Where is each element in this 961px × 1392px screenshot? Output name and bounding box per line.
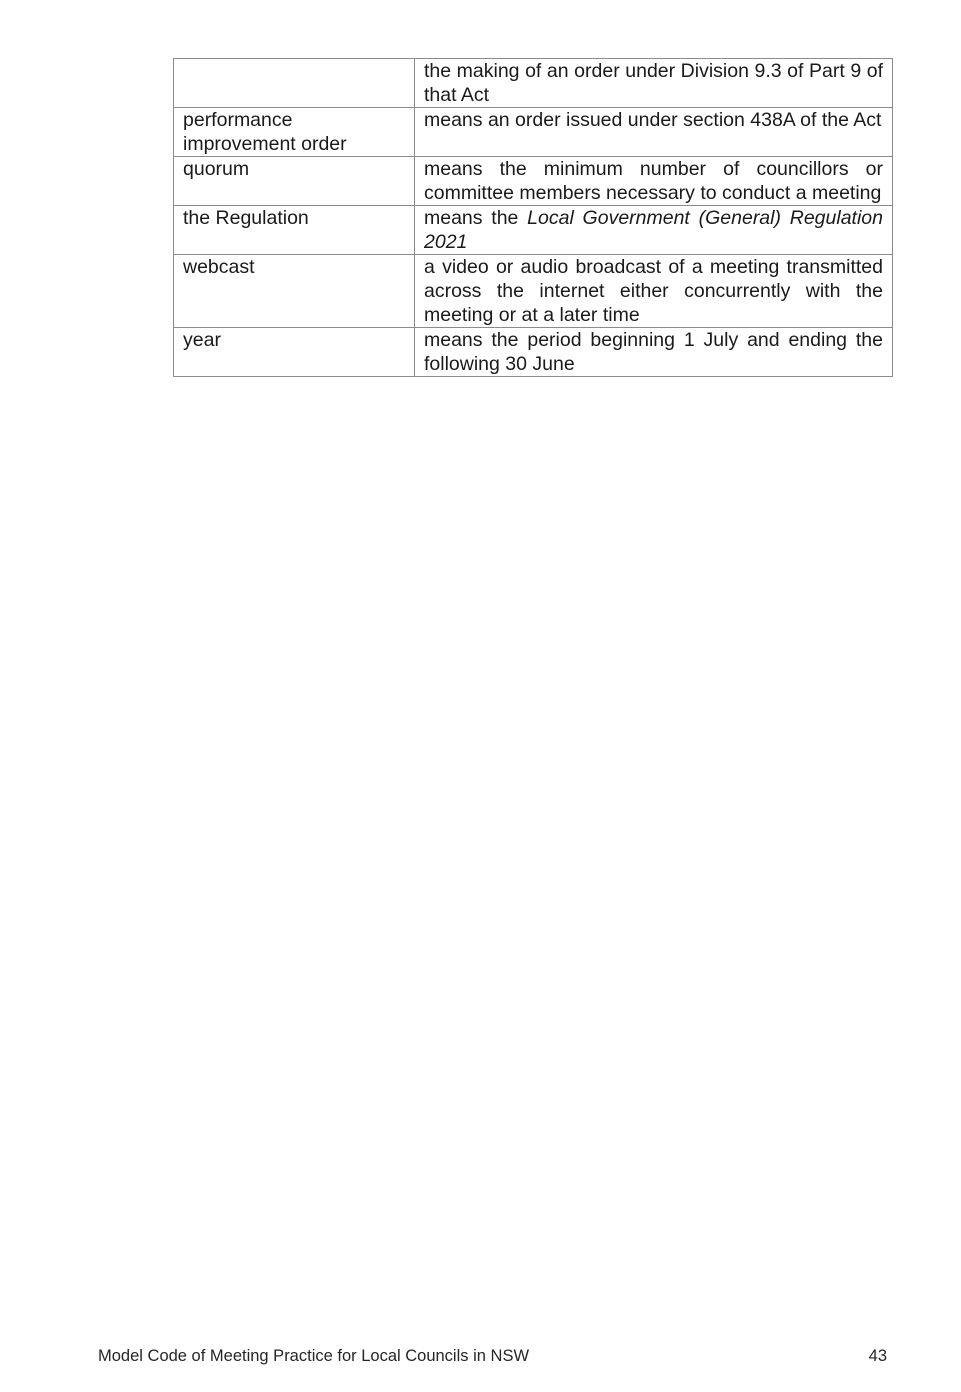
definition-segment: means the period beginning 1 July and ending the following 30 June: [424, 329, 883, 375]
definition-text: [415, 328, 893, 377]
definition-text: [415, 108, 893, 157]
definition-term: performance improvement order: [174, 108, 415, 157]
table-row: [174, 157, 893, 206]
definition-term: [174, 59, 415, 108]
definition-term: the Regulation: [174, 206, 415, 255]
definitions-table: [173, 58, 893, 377]
definition-segment: means an order issued under section 438A of the Act: [424, 109, 882, 131]
table-row: [174, 328, 893, 377]
definition-segment: means the: [424, 207, 528, 229]
definition-text: [415, 157, 893, 206]
definition-text: [415, 255, 893, 328]
footer-document-title: Model Code of Meeting Practice for Local Councils in NSW: [98, 1347, 530, 1365]
table-row: [174, 206, 893, 255]
table-row: [174, 255, 893, 328]
definition-term: quorum: [174, 157, 415, 206]
table-row: [174, 108, 893, 157]
definition-term: webcast: [174, 255, 415, 328]
definition-segment: a video or audio broadcast of a meeting transmitted across the internet either concurrently with the meeting or at a later time: [424, 256, 883, 326]
definition-text: [415, 59, 893, 108]
definition-segment: means the minimum number of councillors or committee members necessary to conduct a meeting: [424, 158, 883, 204]
footer-page-number: 43: [868, 1347, 887, 1365]
definition-text: [415, 206, 893, 255]
definition-italic-segment: Local Government (General) Regulation 2021: [424, 207, 883, 253]
table-row: [174, 59, 893, 108]
definition-segment: the making of an order under Division 9.3 of Part 9 of that Act: [424, 60, 883, 106]
definition-term: year: [174, 328, 415, 377]
